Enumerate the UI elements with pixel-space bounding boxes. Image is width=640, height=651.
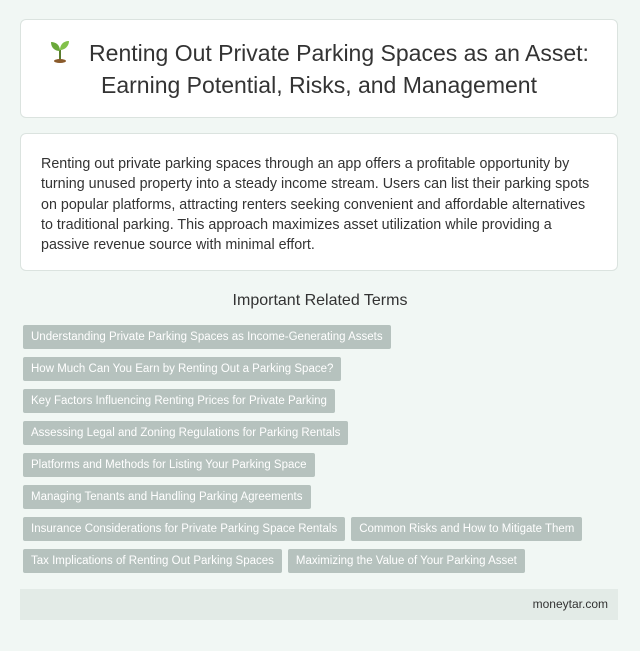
footer-site[interactable]: moneytar.com xyxy=(532,597,608,611)
related-term-link[interactable]: Key Factors Influencing Renting Prices for Private Parking xyxy=(23,389,335,413)
related-term-link[interactable]: Maximizing the Value of Your Parking Asset xyxy=(288,549,525,573)
sprout-icon xyxy=(49,39,71,70)
related-term-link[interactable]: Understanding Private Parking Spaces as Income-Generating Assets xyxy=(23,325,391,349)
related-term-link[interactable]: Platforms and Methods for Listing Your Parking Space xyxy=(23,453,315,477)
related-terms-list xyxy=(23,325,623,573)
related-term-link[interactable]: Insurance Considerations for Private Parking Space Rentals xyxy=(23,517,345,541)
related-term-link[interactable]: Managing Tenants and Handling Parking Agreements xyxy=(23,485,311,509)
related-term-link[interactable]: Tax Implications of Renting Out Parking Spaces xyxy=(23,549,282,573)
page-title xyxy=(21,38,617,100)
page-title-text: Renting Out Private Parking Spaces as an Asset: Earning Potential, Risks, and Management xyxy=(89,39,589,98)
related-term-link[interactable]: How Much Can You Earn by Renting Out a Parking Space? xyxy=(23,357,341,381)
footer xyxy=(20,589,618,620)
related-term-link[interactable]: Assessing Legal and Zoning Regulations for Parking Rentals xyxy=(23,421,348,445)
related-term-link[interactable]: Common Risks and How to Mitigate Them xyxy=(351,517,582,541)
intro-card xyxy=(20,133,618,271)
related-terms-heading: Important Related Terms xyxy=(232,292,408,309)
intro-text: Renting out private parking spaces through an app offers a profitable opportunity by turning unused property into a steady income stream. Users can list their parking spots on popular platforms, attracting renters seeking convenient and affordable alternatives to traditional parking. This approach maximizes asset utilization while providing a passive revenue source with minimal effort. xyxy=(41,156,590,254)
title-card xyxy=(20,19,618,118)
